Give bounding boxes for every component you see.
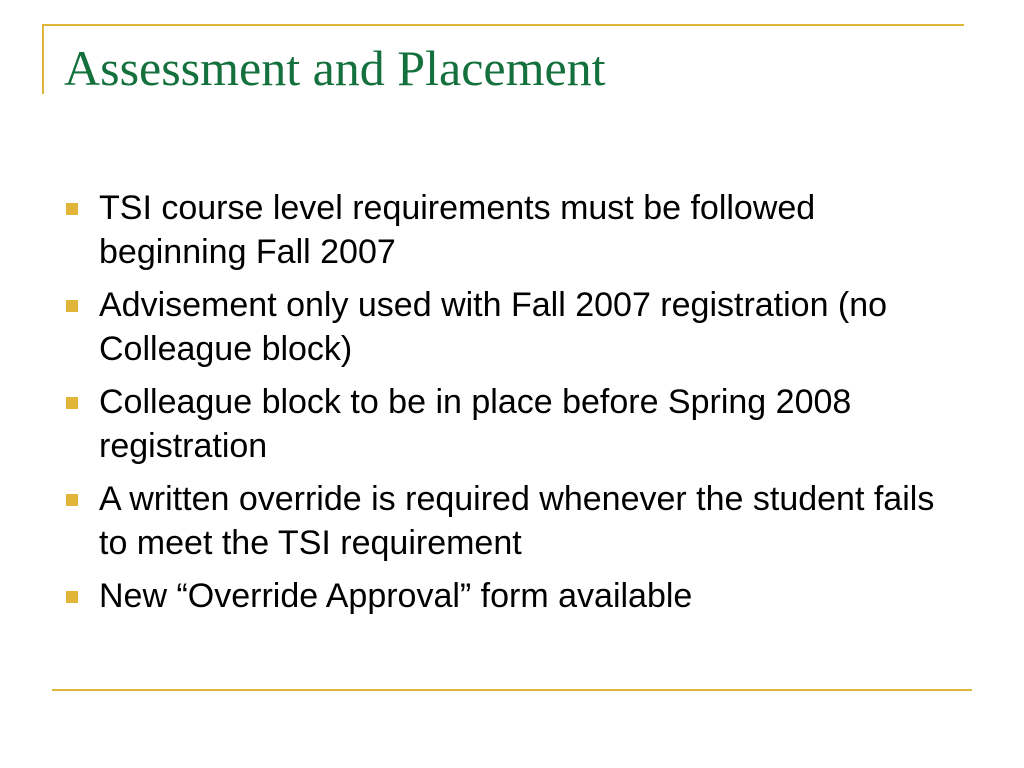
bullet-text: Advisement only used with Fall 2007 registration (no Colleague block) [99,286,888,368]
bullet-item [62,477,942,565]
square-bullet-icon [66,397,78,409]
bullet-text: TSI course level requirements must be followed beginning Fall 2007 [99,189,816,271]
left-divider-line [42,24,44,94]
bullet-text: A written override is required whenever the student fails to meet the TSI requirement [99,480,935,562]
bullet-item [62,186,942,274]
bullet-text: New “Override Approval” form available [99,577,693,615]
square-bullet-icon [66,300,78,312]
bullet-text: Colleague block to be in place before Spring 2008 registration [99,383,852,465]
square-bullet-icon [66,494,78,506]
top-divider-line [42,24,964,26]
square-bullet-icon [66,591,78,603]
bullet-item [62,574,942,618]
bullet-item [62,283,942,371]
bullet-item [62,380,942,468]
bottom-divider-line [52,689,972,691]
bullet-list [62,186,942,627]
slide-title: Assessment and Placement [64,40,606,96]
square-bullet-icon [66,203,78,215]
